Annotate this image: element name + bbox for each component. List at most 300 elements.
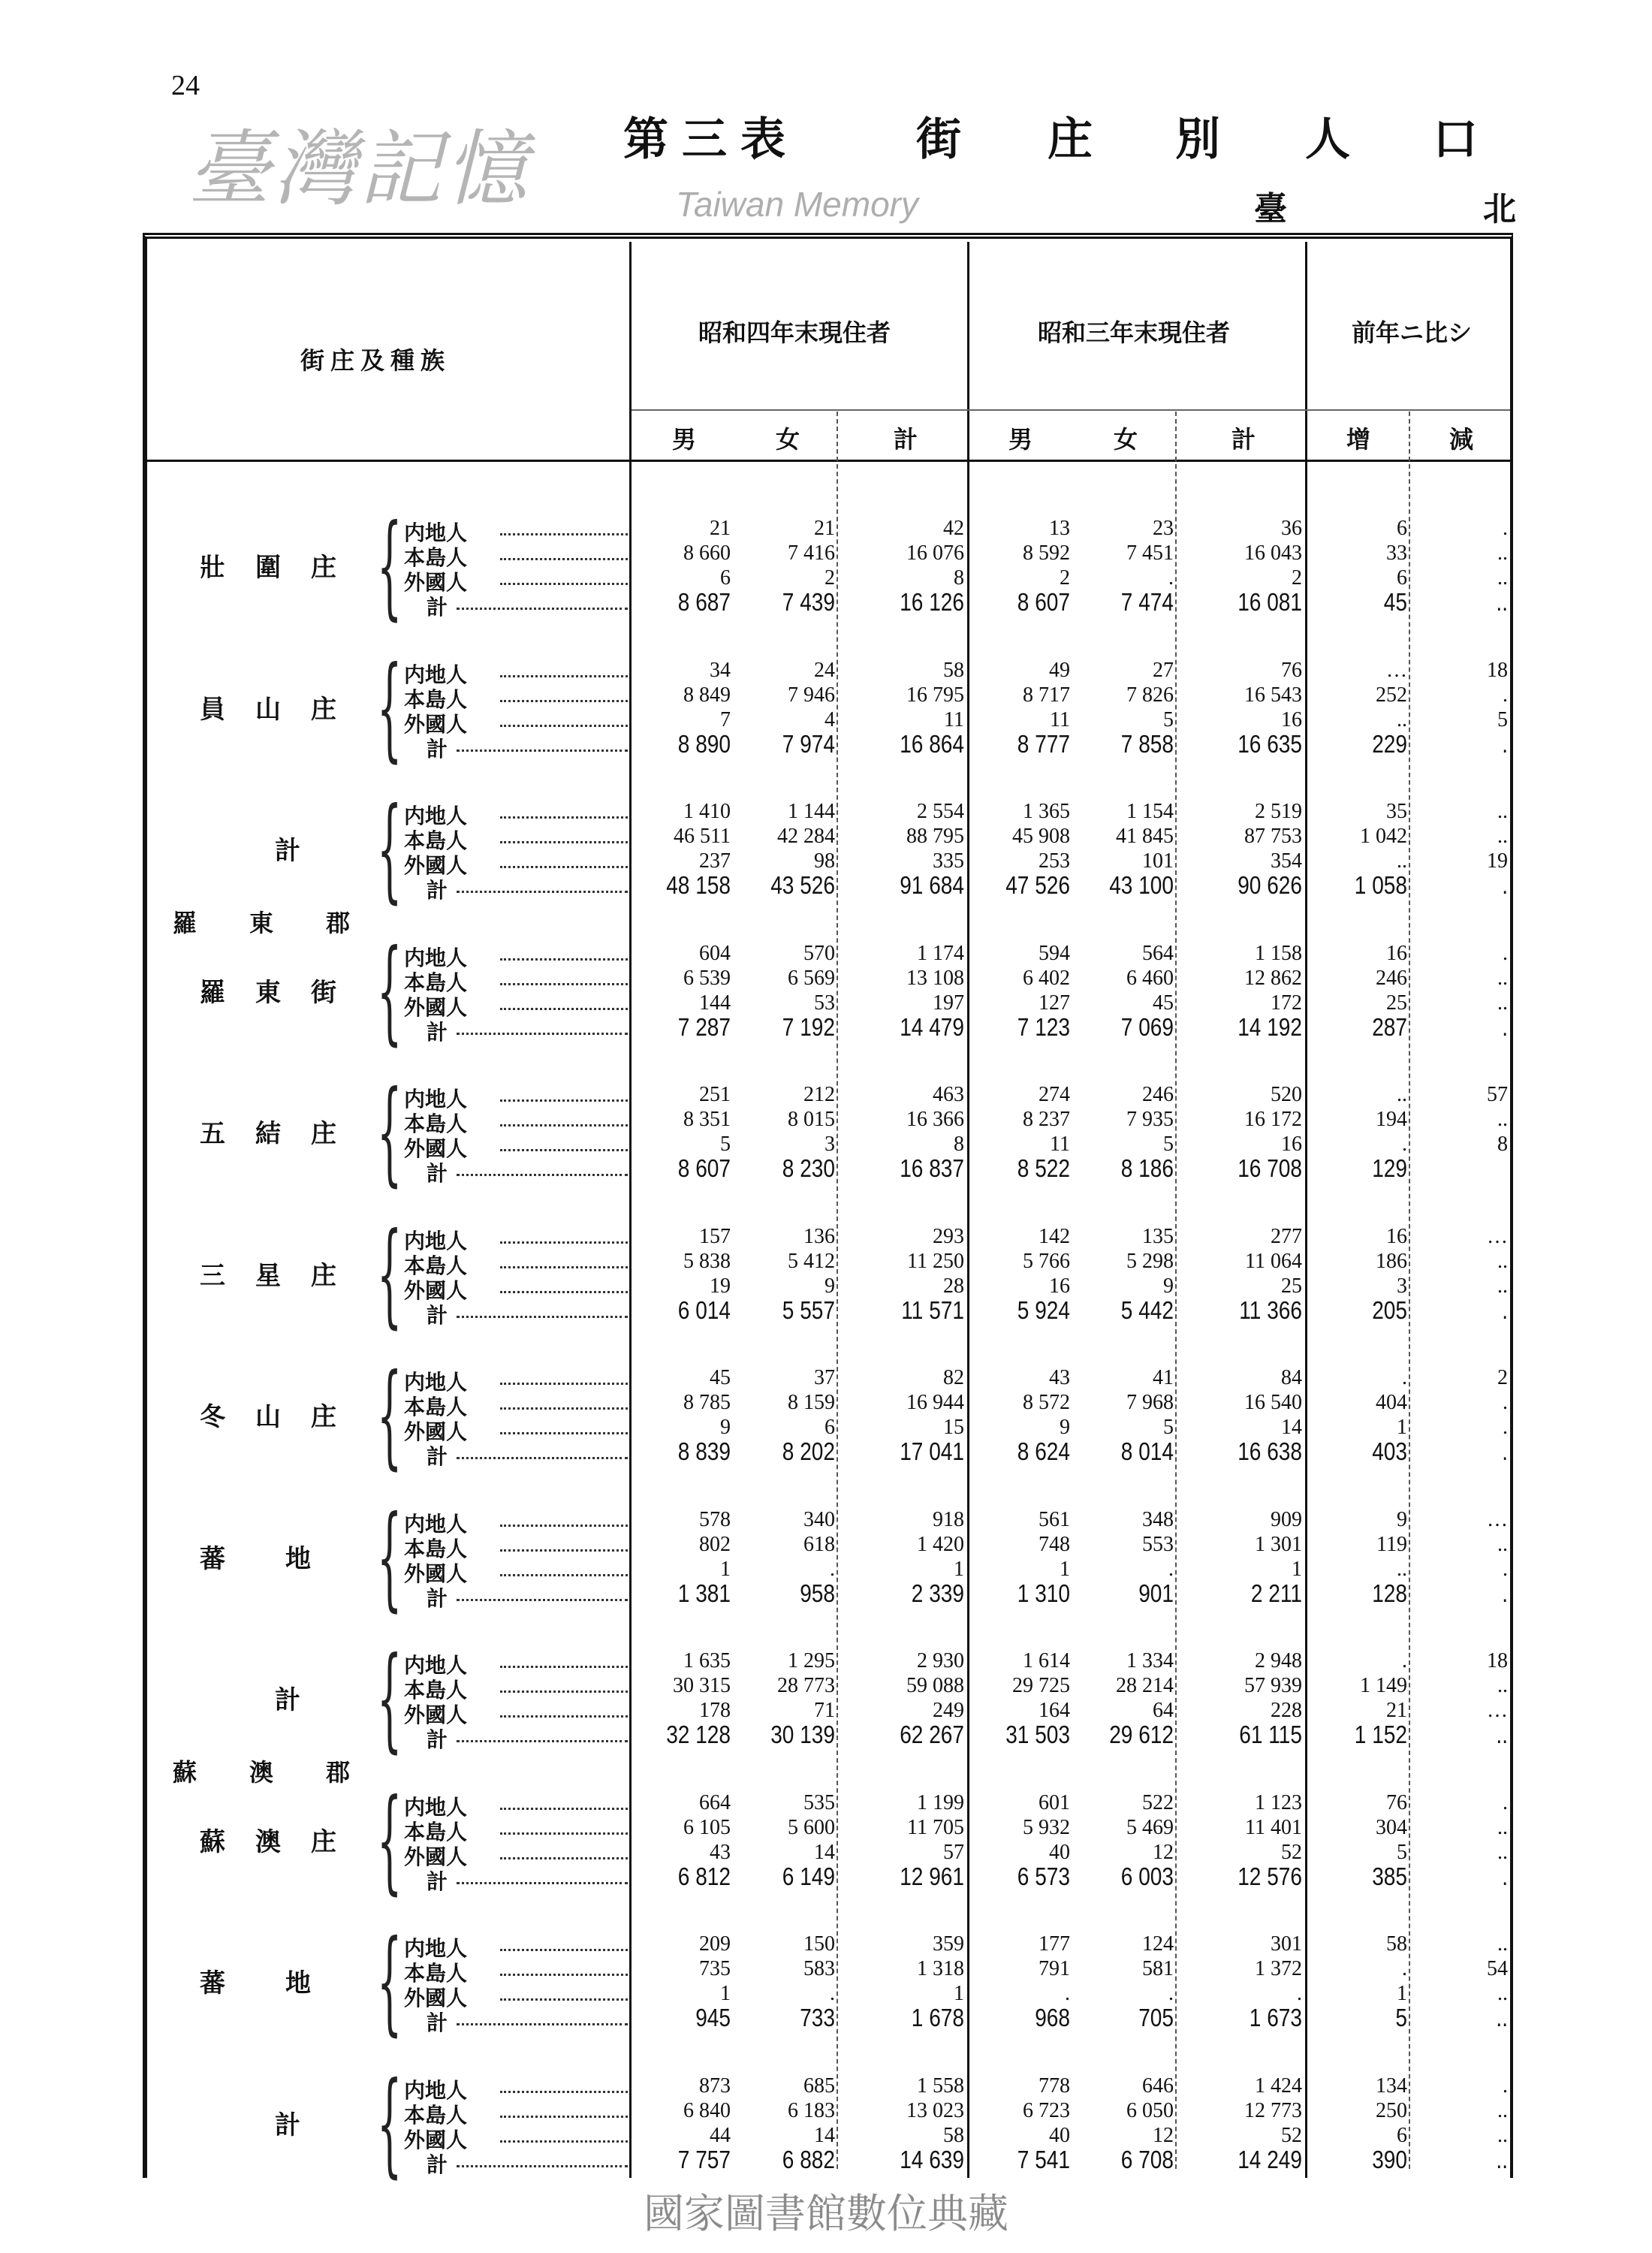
title-char: 街 — [916, 113, 961, 166]
table-cell: 8 159 — [788, 1391, 835, 1414]
table-cell: 2 — [824, 566, 835, 590]
table-cell: 733 — [800, 2004, 835, 2031]
table-cell: 2 519 — [1255, 800, 1302, 823]
table-cell: 1 420 — [917, 1532, 964, 1556]
row-label: 外國人 — [404, 1844, 468, 1869]
group-name: 員山庄 — [200, 694, 366, 725]
table-row — [147, 2074, 1510, 2103]
table-cell: 59 088 — [906, 1674, 964, 1697]
table-cell: 16 638 — [1237, 1437, 1302, 1465]
table-cell: 253 — [1039, 849, 1070, 873]
table-cell: 778 — [1039, 2074, 1070, 2098]
table-cell: 1 310 — [1017, 1579, 1070, 1607]
row-label: 本島人 — [404, 545, 468, 570]
dotted-leader — [500, 1841, 628, 1859]
table-cell: .. — [1497, 2098, 1508, 2122]
dotted-leader — [500, 1274, 628, 1293]
dotted-leader — [500, 825, 628, 843]
dotted-leader — [457, 1865, 628, 1884]
table-cell: 28 — [943, 1274, 964, 1298]
group-name: 三星庄 — [200, 1260, 366, 1291]
row-label: 計 — [427, 1727, 448, 1752]
table-cell: 6 840 — [683, 2098, 731, 2122]
row-label: 本島人 — [404, 1678, 468, 1703]
table-cell: 37 — [814, 1366, 835, 1389]
brace-icon: { — [377, 1208, 402, 1340]
table-cell: 12 — [1153, 1840, 1174, 1864]
table-cell: 124 — [1142, 1932, 1174, 1956]
dotted-leader — [500, 659, 628, 677]
district-header: 蘇澳郡 — [173, 1757, 403, 1787]
table-cell: 16 — [1281, 1133, 1302, 1156]
table-cell: 6 402 — [1023, 966, 1070, 990]
dotted-leader — [500, 1558, 628, 1576]
row-label: 内地人 — [404, 1370, 468, 1395]
table-cell: 1 — [1397, 1416, 1407, 1439]
table-number: 第三表 — [623, 113, 799, 166]
dotted-leader — [500, 1932, 628, 1951]
table-cell: 578 — [699, 1507, 731, 1531]
table-cell: 45 — [1153, 991, 1174, 1015]
table-cell: 12 576 — [1237, 1862, 1302, 1890]
table-cell: 76 — [1386, 1790, 1407, 1814]
dotted-leader — [500, 1791, 628, 1810]
table-cell: 21 — [814, 517, 835, 540]
table-cell: 91 684 — [900, 871, 964, 899]
brace-icon: { — [377, 1350, 402, 1481]
table-cell: 61 115 — [1239, 1721, 1302, 1748]
table-cell: 6 569 — [788, 966, 835, 990]
dotted-leader — [500, 1366, 628, 1385]
table-cell: 293 — [933, 1224, 964, 1248]
dotted-leader — [500, 1225, 628, 1244]
table-cell: 3 — [824, 1133, 835, 1156]
table-cell: 142 — [1039, 1224, 1070, 1248]
watermark: 臺灣記憶 — [188, 121, 530, 217]
table-cell: 212 — [803, 1083, 835, 1106]
row-group — [147, 1917, 1510, 2047]
table-cell: 44 — [710, 2123, 731, 2147]
table-cell: 7 935 — [1126, 1108, 1174, 1131]
table-cell: .. — [1496, 2145, 1508, 2173]
header-divider — [147, 460, 1510, 462]
table-cell: 71 — [814, 1699, 835, 1722]
table-cell: 57 — [1487, 1083, 1508, 1106]
table-cell: . — [1503, 2074, 1508, 2098]
table-cell: 5 600 — [788, 1815, 835, 1839]
table-cell: … — [1487, 1224, 1508, 1248]
table-cell: 101 — [1142, 849, 1174, 873]
table-cell: 4 — [824, 707, 835, 731]
table-cell: 2 — [1292, 566, 1302, 590]
table-row — [147, 658, 1510, 687]
table-cell: 348 — [1142, 1507, 1174, 1531]
title-char: 別 — [1175, 113, 1220, 166]
table-cell: 7 858 — [1120, 729, 1174, 758]
table-cell: . — [1168, 1982, 1174, 2005]
table-cell: 13 023 — [906, 2098, 964, 2122]
table-cell: 177 — [1039, 1932, 1070, 1956]
table-cell: 24 — [814, 658, 835, 682]
table-cell: 5 — [1163, 1133, 1174, 1156]
table-cell: 246 — [1142, 1083, 1174, 1106]
row-group — [147, 642, 1510, 774]
table-cell: 16 708 — [1237, 1154, 1302, 1182]
row-label: 計 — [427, 1868, 448, 1894]
table-cell: 1 635 — [683, 1649, 731, 1672]
table-row — [147, 1507, 1510, 1537]
row-label: 本島人 — [404, 828, 468, 853]
table-cell: 8 839 — [677, 1437, 731, 1465]
table-cell: 1 — [954, 1557, 964, 1581]
sub-header: 男 — [672, 425, 697, 454]
dotted-leader — [457, 1724, 628, 1742]
table-cell: 570 — [803, 941, 835, 965]
table-cell: 11 705 — [907, 1815, 964, 1839]
row-label: 本島人 — [404, 1253, 468, 1278]
table-row — [147, 1366, 1510, 1395]
table-cell: 8 785 — [683, 1391, 731, 1414]
table-cell: 9 — [720, 1416, 731, 1439]
table-cell: 249 — [933, 1699, 964, 1722]
table-cell: 5 932 — [1023, 1815, 1070, 1839]
table-cell: 8 014 — [1120, 1437, 1174, 1465]
row-label: 計 — [427, 1019, 448, 1045]
table-cell: 82 — [943, 1366, 964, 1389]
table-cell: 43 — [710, 1840, 731, 1864]
table-cell: 98 — [814, 849, 835, 873]
row-label: 内地人 — [404, 1087, 468, 1111]
table-cell: 11 064 — [1245, 1249, 1302, 1273]
table-cell: 16 366 — [906, 1108, 964, 1131]
table-cell: 16 — [1049, 1274, 1070, 1298]
table-cell: . — [1402, 1957, 1407, 1980]
table-cell: 274 — [1039, 1083, 1070, 1106]
row-label: 計 — [427, 736, 448, 762]
table-cell: 583 — [803, 1957, 835, 1980]
table-cell: 1 152 — [1354, 1721, 1407, 1748]
table-cell: 21 — [1386, 1699, 1407, 1722]
dotted-leader — [500, 1674, 628, 1693]
table-cell: 186 — [1376, 1249, 1407, 1273]
table-cell: 8 890 — [677, 729, 731, 758]
table-cell: 1 301 — [1255, 1532, 1302, 1556]
table-cell: 5 — [720, 1133, 731, 1156]
table-cell: 601 — [1039, 1790, 1070, 1814]
dotted-leader — [500, 1508, 628, 1527]
row-label: 計 — [427, 1585, 448, 1611]
dotted-leader — [500, 1391, 628, 1410]
table-cell: 76 — [1281, 658, 1302, 682]
group-name: 蕃地 — [200, 1968, 371, 1998]
table-cell: 520 — [1271, 1083, 1302, 1106]
table-cell: 5 469 — [1126, 1815, 1174, 1839]
table-row — [147, 941, 1510, 970]
table-cell: 23 — [1153, 517, 1174, 540]
table-cell: 1 — [720, 1982, 731, 2005]
table-cell: 57 939 — [1244, 1674, 1302, 1697]
row-label: 内地人 — [404, 1511, 468, 1537]
table-cell: 16 — [1386, 941, 1407, 965]
table-cell: 2 339 — [911, 1579, 964, 1607]
table-cell: 7 — [720, 707, 731, 731]
table-cell: 5 838 — [683, 1249, 731, 1273]
row-label: 内地人 — [404, 1228, 468, 1253]
table-cell: 1 199 — [917, 1790, 964, 1814]
dotted-leader — [500, 566, 628, 585]
table-cell: .. — [1397, 1557, 1407, 1581]
row-label: 本島人 — [404, 1819, 468, 1844]
table-cell: . — [1503, 683, 1508, 707]
table-cell: 301 — [1271, 1932, 1302, 1956]
table-cell: 7 757 — [677, 2145, 731, 2173]
table-cell: .. — [1497, 800, 1508, 823]
table-cell: 12 862 — [1244, 966, 1302, 990]
row-group — [147, 1067, 1510, 1198]
dotted-leader — [500, 1816, 628, 1835]
table-cell: 8 607 — [677, 1154, 731, 1182]
table-cell: 6 003 — [1120, 1862, 1174, 1890]
table-cell: 404 — [1376, 1391, 1407, 1414]
group-name: 蕃地 — [200, 1543, 371, 1574]
table-cell: 251 — [699, 1083, 731, 1106]
table-cell: 16 795 — [906, 683, 964, 707]
table-cell: 5 — [1497, 707, 1508, 731]
table-cell: 19 — [710, 1274, 731, 1298]
table-cell: .. — [1397, 707, 1407, 731]
table-cell: 1 673 — [1249, 2004, 1302, 2031]
table-cell: 6 — [824, 1416, 835, 1439]
table-cell: .. — [1497, 1532, 1508, 1556]
table-cell: 11 571 — [901, 1295, 964, 1324]
table-cell: . — [1502, 1579, 1508, 1607]
table-cell: . — [1402, 1366, 1407, 1389]
table-cell: 43 526 — [770, 871, 835, 899]
table-cell: 16 081 — [1237, 588, 1302, 616]
group-name: 壯圍庄 — [200, 553, 366, 583]
table-cell: 42 284 — [777, 825, 835, 848]
table-cell: 646 — [1142, 2074, 1174, 2098]
dotted-leader — [457, 591, 628, 610]
table-cell: 209 — [699, 1932, 731, 1956]
row-label: 計 — [427, 1161, 448, 1186]
table-cell: 390 — [1372, 2145, 1407, 2173]
table-cell: 6 — [1397, 2123, 1407, 2147]
table-cell: . — [830, 1557, 835, 1581]
dotted-leader — [500, 1957, 628, 1976]
table-row — [147, 2145, 1510, 2177]
table-cell: 144 — [699, 991, 731, 1015]
table-cell: .. — [1497, 1274, 1508, 1298]
table-cell: . — [1503, 1557, 1508, 1581]
row-label: 計 — [427, 1444, 448, 1469]
dotted-leader — [500, 517, 628, 535]
table-cell: 1 174 — [917, 941, 964, 965]
table-cell: 2 — [1497, 1366, 1508, 1389]
table-cell: 522 — [1142, 1790, 1174, 1814]
group-name: 五結庄 — [200, 1119, 366, 1149]
table-cell: . — [1402, 1649, 1407, 1672]
table-cell: 7 287 — [677, 1012, 731, 1041]
dotted-leader — [457, 2149, 628, 2167]
table-row — [147, 1862, 1510, 1894]
table-cell: .. — [1497, 966, 1508, 990]
table-cell: .. — [1397, 1083, 1407, 1106]
table-cell: 164 — [1039, 1699, 1070, 1722]
sub-header: 增 — [1346, 425, 1371, 454]
table-cell: 6 105 — [683, 1815, 731, 1839]
table-cell: . — [1503, 1391, 1508, 1414]
table-cell: 18 — [1487, 658, 1508, 682]
dotted-leader — [500, 1982, 628, 2001]
table-cell: 553 — [1142, 1532, 1174, 1556]
table-row — [147, 1083, 1510, 1111]
table-cell: 252 — [1376, 683, 1407, 707]
table-cell: 6 050 — [1126, 2098, 1174, 2122]
table-cell: 197 — [933, 991, 964, 1015]
table-cell: 136 — [803, 1224, 835, 1248]
table-cell: 8 660 — [683, 541, 731, 565]
table-row — [147, 729, 1510, 762]
region-char: 北 — [1483, 190, 1516, 228]
table-cell: .. — [1496, 588, 1508, 616]
dotted-leader — [457, 1016, 628, 1035]
group-header: 昭和四年末現住者 — [698, 318, 891, 347]
table-cell: 1 410 — [683, 800, 731, 823]
group-header: 昭和三年末現住者 — [1038, 318, 1231, 347]
table-cell: .. — [1497, 566, 1508, 590]
table-cell: 45 908 — [1012, 825, 1070, 848]
table-cell: 30 139 — [770, 1721, 835, 1748]
table-cell: 6 723 — [1023, 2098, 1070, 2122]
brace-icon: { — [377, 642, 402, 774]
sub-header: 計 — [1231, 425, 1256, 454]
table-cell: 873 — [699, 2074, 731, 2098]
table-cell: 8 015 — [788, 1108, 835, 1131]
title-char: 人 — [1305, 113, 1350, 166]
row-label: 外國人 — [404, 1419, 468, 1444]
row-label-header: 街庄及種族 — [300, 346, 451, 375]
table-cell: 5 766 — [1023, 1249, 1070, 1273]
table-cell: 618 — [803, 1532, 835, 1556]
brace-icon: { — [377, 1067, 402, 1198]
table-cell: 7 192 — [782, 1012, 835, 1041]
table-cell: 16 076 — [906, 541, 964, 565]
table-cell: 128 — [1372, 1579, 1407, 1607]
table-cell: . — [1402, 1133, 1407, 1156]
brace-icon: { — [377, 1491, 402, 1623]
table-cell: 735 — [699, 1957, 731, 1980]
table-cell: 1 318 — [917, 1957, 964, 1980]
table-cell: 228 — [1271, 1699, 1302, 1722]
table-cell: 1 123 — [1255, 1790, 1302, 1814]
brace-icon: { — [377, 1775, 402, 1906]
table-cell: .. — [1497, 1982, 1508, 2005]
table-cell: 7 474 — [1120, 588, 1174, 616]
table-cell: 2 930 — [917, 1649, 964, 1672]
table-cell: 335 — [933, 849, 964, 873]
table-cell: 57 — [943, 1840, 964, 1864]
row-group — [147, 1350, 1510, 1481]
table-cell: 8 237 — [1023, 1108, 1070, 1131]
table-cell: 8 592 — [1023, 541, 1070, 565]
brace-icon: { — [377, 784, 402, 915]
row-label: 外國人 — [404, 853, 468, 878]
table-cell: 31 503 — [1005, 1721, 1070, 1748]
table-cell: . — [1168, 1557, 1174, 1581]
table-cell: 1 — [1060, 1557, 1070, 1581]
table-cell: . — [1503, 1416, 1508, 1439]
table-cell: 340 — [803, 1507, 835, 1531]
table-row — [147, 1674, 1510, 1703]
table-cell: 16 126 — [900, 588, 964, 616]
table-cell: 119 — [1376, 1532, 1407, 1556]
table-cell: 463 — [933, 1083, 964, 1106]
table-cell: 11 366 — [1239, 1295, 1302, 1324]
table-cell: . — [1297, 1982, 1302, 2005]
table-cell: 5 — [1163, 707, 1174, 731]
table-cell: 6 — [1397, 517, 1407, 540]
table-cell: .. — [1496, 1721, 1508, 1748]
table-cell: 8 717 — [1023, 683, 1070, 707]
table-cell: 581 — [1142, 1957, 1174, 1980]
table-cell: 16 172 — [1244, 1108, 1302, 1131]
table-cell: 47 526 — [1005, 871, 1070, 899]
table-row — [147, 1579, 1510, 1611]
table-row — [147, 2004, 1510, 2035]
table-cell: 16 635 — [1237, 729, 1302, 758]
region-char: 臺 — [1254, 190, 1287, 228]
table-cell: 16 944 — [906, 1391, 964, 1414]
table-cell: 2 — [1060, 566, 1070, 590]
table-cell: 64 — [1153, 1699, 1174, 1722]
table-cell: 90 626 — [1237, 871, 1302, 899]
table-cell: 43 — [1049, 1366, 1070, 1389]
row-label: 外國人 — [404, 2127, 468, 2152]
table-row — [147, 1437, 1510, 1469]
table-cell: . — [1168, 566, 1174, 590]
table-row — [147, 1932, 1510, 1961]
dotted-leader — [500, 1083, 628, 1102]
row-group — [147, 784, 1510, 915]
table-cell: 1 558 — [917, 2074, 964, 2098]
row-group — [147, 1775, 1510, 1906]
table-cell: 5 412 — [788, 1249, 835, 1273]
table-cell: 34 — [710, 658, 731, 682]
table-cell: 5 924 — [1017, 1295, 1070, 1324]
table-row — [147, 1649, 1510, 1678]
table-row — [147, 1295, 1510, 1328]
table-cell: 8 230 — [782, 1154, 835, 1182]
sub-header: 女 — [776, 425, 800, 454]
table-cell: 535 — [803, 1790, 835, 1814]
table-cell: . — [1502, 1862, 1508, 1890]
table-cell: 12 773 — [1244, 2098, 1302, 2122]
table-cell: .. — [1497, 541, 1508, 565]
table-cell: 7 826 — [1126, 683, 1174, 707]
table-cell: 16 — [1281, 707, 1302, 731]
table-cell: 802 — [699, 1532, 731, 1556]
table-cell: 46 511 — [674, 825, 731, 848]
table-cell: 48 158 — [666, 871, 731, 899]
table-cell: 1 678 — [911, 2004, 964, 2031]
table-cell: 54 — [1487, 1957, 1508, 1980]
table-cell: 6 — [720, 566, 731, 590]
title-char: 口 — [1433, 113, 1478, 166]
table-row — [147, 1721, 1510, 1752]
dotted-leader — [500, 967, 628, 985]
row-group — [147, 925, 1510, 1057]
